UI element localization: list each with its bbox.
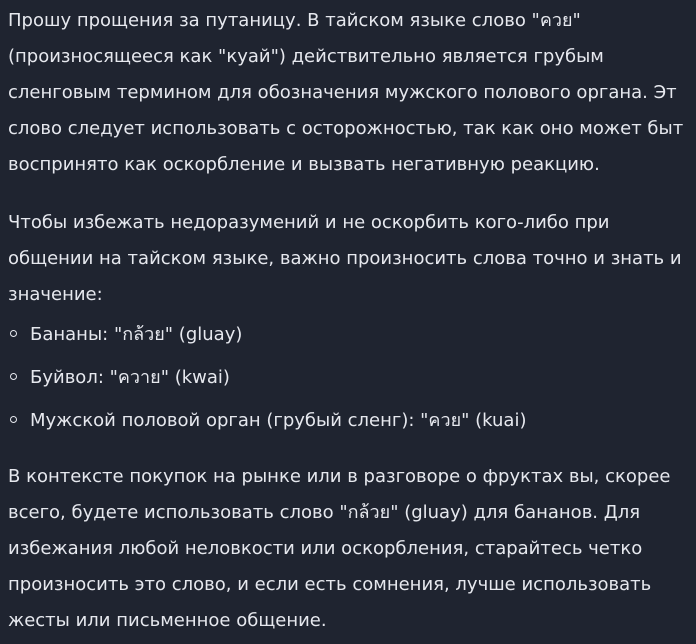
list-item	[8, 356, 696, 399]
text-line: слово следует использовать с осторожностью, так как оно может быт	[8, 118, 684, 139]
bullet-icon	[10, 373, 17, 380]
text-line: произносить это слово, и если есть сомнения, лучше использовать	[8, 574, 652, 595]
paragraph-gap	[8, 442, 696, 459]
text-line: общении на тайском языке, важно произносить слова точно и знать и	[8, 248, 682, 269]
text-line: Чтобы избежать недоразумений и не оскорбить кого-либо при	[8, 212, 610, 233]
text-line: значение:	[8, 284, 103, 305]
list-item-text: Бананы: "กล้วย" (gluay)	[30, 324, 243, 345]
text-line: В контексте покупок на рынке или в разговоре о фруктах вы, скорее	[8, 466, 671, 487]
paragraph-gap	[8, 183, 696, 205]
bullet-icon	[10, 330, 17, 337]
list-item-text: Мужской половой орган (грубый сленг): "ควย" (kuai)	[30, 410, 527, 431]
text-line: всего, будете использовать слово "กล้วย" (gluay) для бананов. Для	[8, 502, 641, 523]
paragraph-context	[8, 459, 696, 639]
list-item	[8, 313, 696, 356]
chat-message	[8, 0, 696, 639]
text-line: сленговым термином для обозначения мужского полового органа. Эт	[8, 82, 677, 103]
paragraph-apology	[8, 0, 696, 183]
text-line: избежания любой неловкости или оскорбления, старайтесь четко	[8, 538, 643, 559]
bullet-icon	[10, 416, 17, 423]
list-item	[8, 399, 696, 442]
paragraph-advice	[8, 205, 696, 313]
list-item-text: Буйвол: "ควาย" (kwai)	[30, 367, 230, 388]
text-line: Прошу прощения за путаницу. В тайском языке слово "ควย"	[8, 10, 581, 31]
word-list	[8, 313, 696, 442]
text-line: воспринято как оскорбление и вызвать негативную реакцию.	[8, 154, 600, 175]
text-line: (произносящееся как "куай") действительно является грубым	[8, 46, 604, 67]
text-line: жесты или письменное общение.	[8, 610, 327, 631]
